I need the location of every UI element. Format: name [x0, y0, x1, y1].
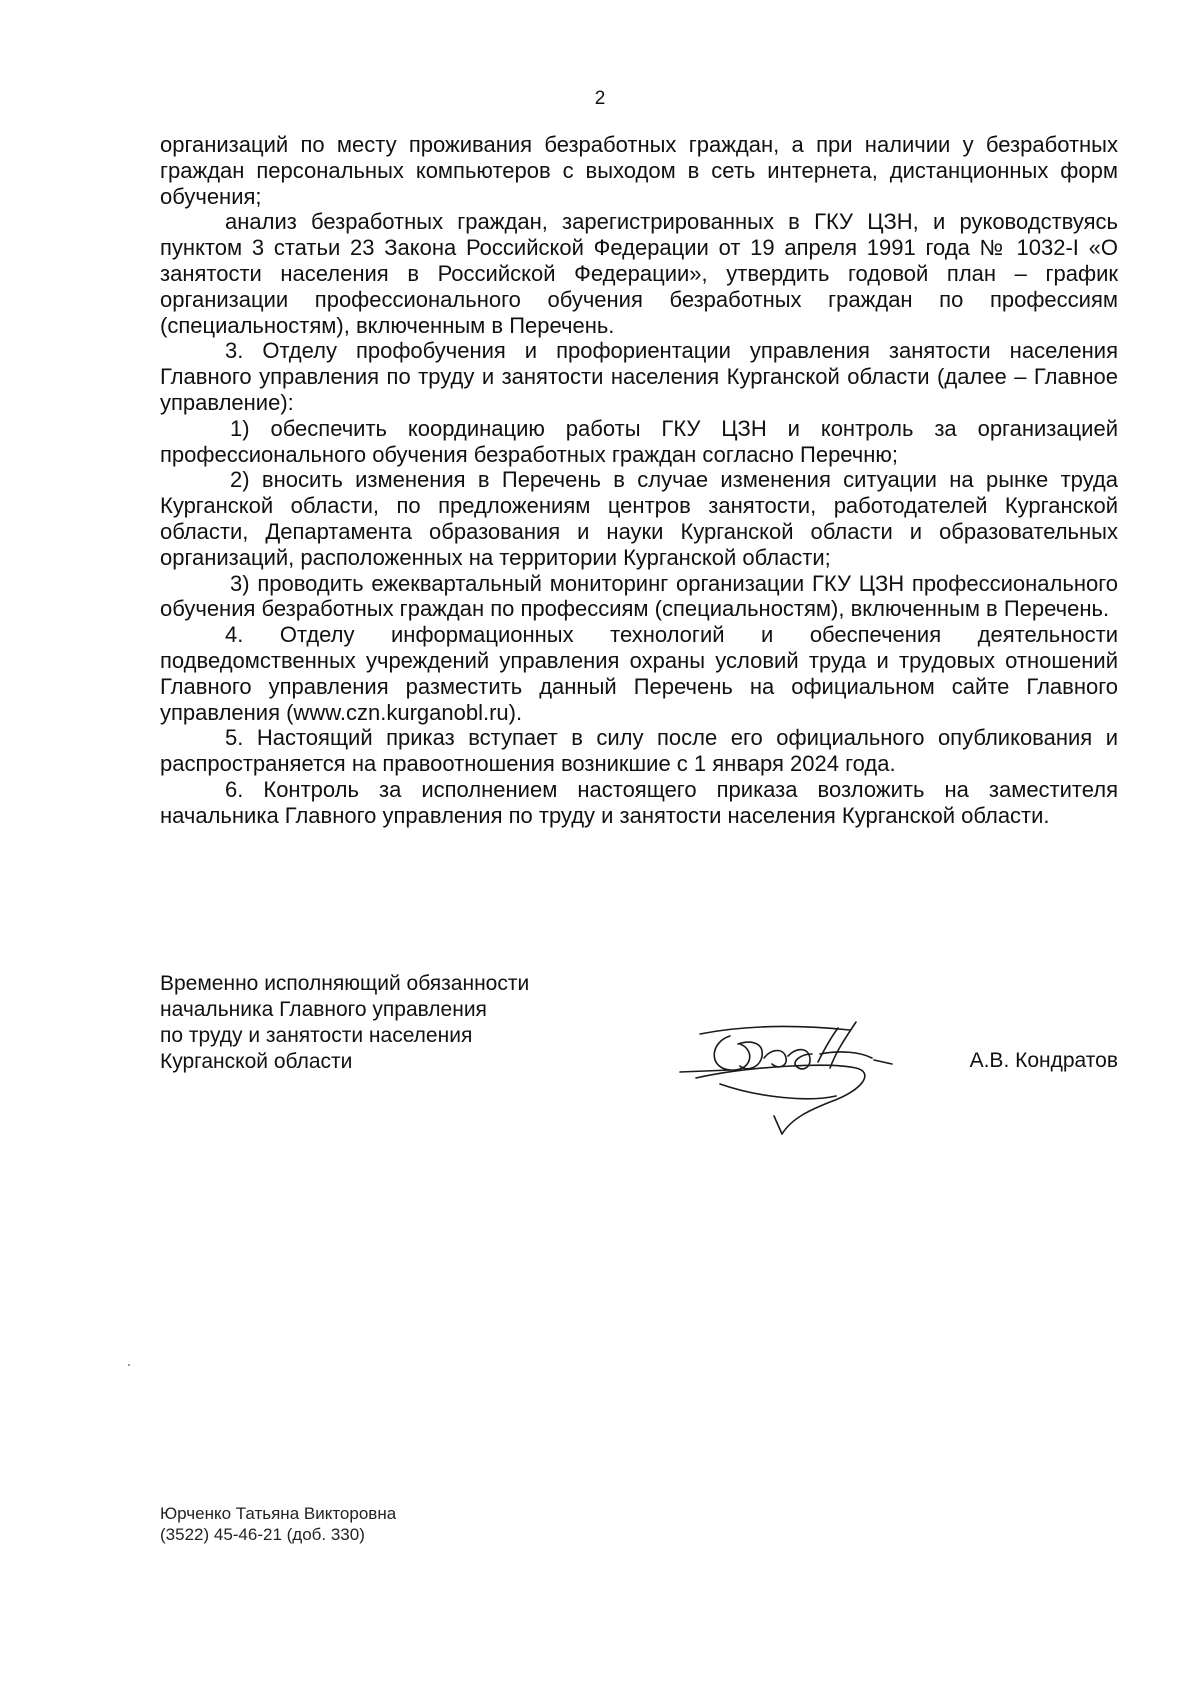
handwritten-signature [660, 1006, 940, 1136]
executor-info [160, 1503, 396, 1545]
signer-position-line: по труду и занятости населения [160, 1024, 473, 1047]
executor-phone: (3522) 45-46-21 (доб. 330) [160, 1525, 365, 1544]
signer-position-line: начальника Главного управления [160, 998, 487, 1021]
signature-block [160, 971, 1118, 1141]
page-number: 2 [594, 88, 606, 109]
paragraph-item-4: 4. Отделу информационных технологий и обеспечения деятельности подведомственных учреждений управления охраны условий труда и трудовых отношений Главного управления разместить данный Перечень на официальном сайте Главного управления (www.czn.kurganobl.ru). [160, 622, 1118, 725]
paragraph-item-6: 6. Контроль за исполнением настоящего приказа возложить на заместителя начальника Главного управления по труду и занятости населения Курганской области. [160, 776, 1118, 828]
paragraph-subitem-3: 3) проводить ежеквартальный мониторинг организации ГКУ ЦЗН профессионального обучения безработных граждан по профессиям (специальностям), включенным в Перечень. [160, 570, 1118, 622]
signer-position-line: Временно исполняющий обязанности [160, 972, 530, 995]
paragraph-analysis: анализ безработных граждан, зарегистрированных в ГКУ ЦЗН, и руководствуясь пунктом 3 статьи 23 Закона Российской Федерации от 19 апреля 1991 года № 1032-I «О занятости населения в Российской Федерации», утвердить годовой план – график организации профессионального обучения безработных граждан по профессиям (специальностям), включенным в Перечень. [160, 209, 1118, 338]
signer-position-line: Курганской области [160, 1050, 353, 1073]
paragraph-item-5: 5. Настоящий приказ вступает в силу после его официального опубликования и распространяется на правоотношения возникшие с 1 января 2024 года. [160, 725, 1118, 777]
paragraph-subitem-2: 2) вносить изменения в Перечень в случае изменения ситуации на рынке труда Курганской области, по предложениям центров занятости, работодателей Курганской области, Департамента образования и науки Курганской области и образовательных организаций, расположенных на территории Курганской области; [160, 467, 1118, 570]
paragraph-item-3: 3. Отделу профобучения и профориентации управления занятости населения Главного управления по труду и занятости населения Курганской области (далее – Главное управление): [160, 338, 1118, 415]
document-body [160, 132, 1118, 829]
executor-name: Юрченко Татьяна Викторовна [160, 1504, 397, 1523]
signer-position [160, 971, 529, 1075]
paragraph-subitem-1: 1) обеспечить координацию работы ГКУ ЦЗН и контроль за организацией профессионального обучения безработных граждан согласно Перечню; [160, 415, 1118, 467]
scan-artifact [128, 1364, 130, 1366]
signer-name: А.В. Кондратов [969, 1049, 1118, 1072]
paragraph-continuation: организаций по месту проживания безработных граждан, а при наличии у безработных граждан персональных компьютеров с выходом в сеть интернета, дистанционных форм обучения; [160, 132, 1118, 209]
